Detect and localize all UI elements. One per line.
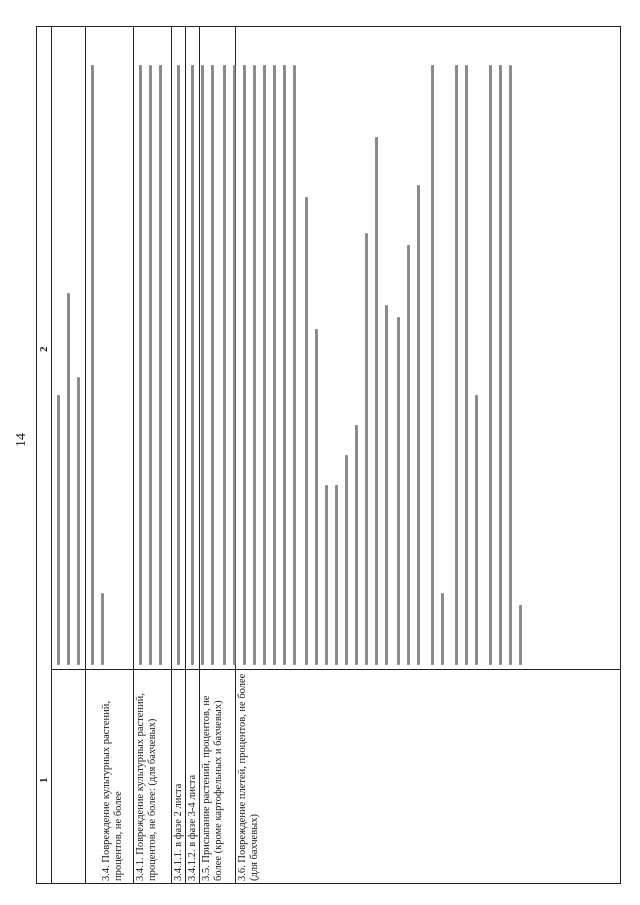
row-divider-3 (185, 27, 186, 883)
unreadable-text-line (441, 593, 444, 665)
unreadable-text-line (293, 65, 296, 665)
param-cell-3-4-1-2: 3.4.1.2. в фазе 3-4 листа (187, 774, 198, 881)
unreadable-text-line (283, 65, 286, 665)
unreadable-text-line (345, 455, 348, 665)
row-divider-4 (199, 27, 200, 883)
unreadable-text-line (101, 593, 104, 665)
unreadable-text-line (233, 65, 236, 665)
requirements-table (36, 26, 621, 884)
unreadable-text-line (365, 233, 368, 665)
unreadable-text-line (355, 425, 358, 665)
unreadable-text-line (91, 65, 94, 665)
unreadable-text-line (325, 485, 328, 665)
unreadable-text-line (263, 65, 266, 665)
row-divider-1 (133, 27, 134, 883)
param-cell-3-4: 3.4. Повреждение культурных растений, процентов, не более (101, 700, 125, 881)
unreadable-text-line (149, 65, 152, 665)
unreadable-text-line (489, 65, 492, 665)
unreadable-text-line (385, 305, 388, 665)
unreadable-text-line (57, 395, 60, 665)
unreadable-text-line (455, 65, 458, 665)
unreadable-text-line (407, 245, 410, 665)
row-divider-2 (171, 27, 172, 883)
param-cell-3-5: 3.5. Присыпание растений, процентов, не более (кроме картофельных и бахчевых) (201, 695, 225, 881)
param-cell-3-4-1: 3.4.1. Повреждение культурных растений, процентов, не более: (для бахчевых) (135, 693, 159, 881)
unreadable-text-line (139, 65, 142, 665)
header-divider (51, 27, 52, 883)
unreadable-text-line (243, 65, 246, 665)
unreadable-text-line (223, 65, 226, 665)
unreadable-text-line (431, 65, 434, 665)
unreadable-text-line (177, 65, 180, 665)
unreadable-text-line (465, 65, 468, 665)
unreadable-text-line (375, 137, 378, 665)
page-number: 14 (14, 433, 29, 447)
param-cell-3-4-1-1: 3.4.1.1. в фазе 2 листа (173, 783, 184, 881)
unreadable-text-line (475, 395, 478, 665)
unreadable-text-line (335, 485, 338, 665)
unreadable-text-line (159, 65, 162, 665)
unreadable-text-line (211, 65, 214, 665)
unreadable-text-line (315, 329, 318, 665)
unreadable-text-line (67, 293, 70, 665)
row-divider-0 (85, 27, 86, 883)
unreadable-text-line (397, 317, 400, 665)
column-header-1: 1 (38, 777, 50, 783)
unreadable-text-line (253, 65, 256, 665)
column-header-2: 2 (38, 346, 50, 352)
unreadable-text-line (417, 185, 420, 665)
unreadable-text-line (519, 605, 522, 665)
param-cell-3-6: 3.6. Повреждение плетей, процентов, не более (для бахчевых) (237, 673, 261, 881)
unreadable-text-line (499, 65, 502, 665)
unreadable-text-line (305, 197, 308, 665)
unreadable-text-line (191, 65, 194, 665)
unreadable-text-line (509, 65, 512, 665)
unreadable-text-line (273, 65, 276, 665)
column-separator (51, 669, 620, 670)
unreadable-text-line (201, 65, 204, 665)
unreadable-text-line (77, 377, 80, 665)
